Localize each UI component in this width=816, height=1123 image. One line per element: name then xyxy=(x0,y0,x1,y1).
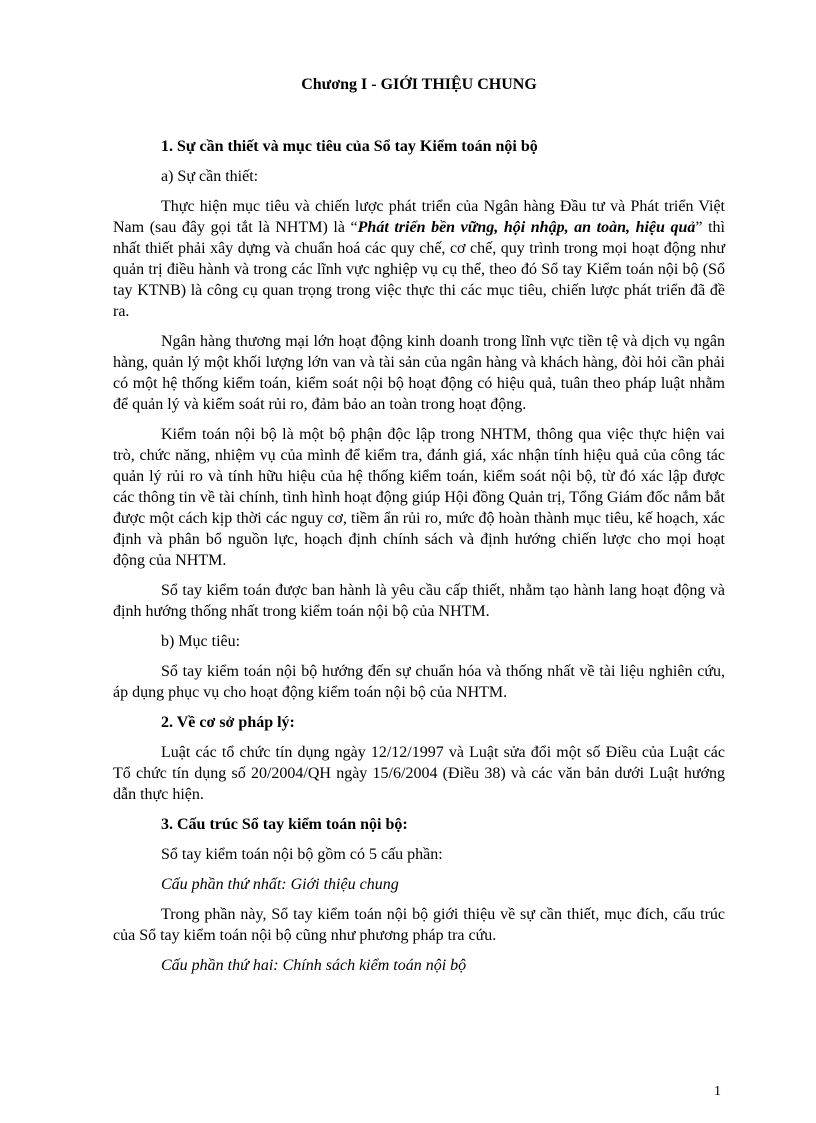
paragraph-1-emphasis: Phát triển bền vững, hội nhập, an toàn, hiệu quả xyxy=(357,219,696,236)
paragraph-1-before: Thực hiện mục tiêu và chiến lược phát triển của Ngân hàng Đầu tư và Phát triển Việt Nam (sau đây gọi tắt là NHTM) là “ xyxy=(113,198,725,236)
section-1-heading: 1. Sự cần thiết và mục tiêu của Sổ tay Kiểm toán nội bộ xyxy=(161,138,538,155)
paragraph-3: Kiểm toán nội bộ là một bộ phận độc lập trong NHTM, thông qua việc thực hiện vai trò, chức năng, nhiệm vụ của mình để kiểm tra, đánh giá, xác nhận tính hiệu quả của công tác quản lý rủi ro và tính hữu hiệu của hệ thống kiểm toán, kiểm soát nội bộ, từ đó xác lập được các thông tin về tài chính, tình hình hoạt động giúp Hội đồng Quản trị, Tổng Giám đốc nắm bắt được một cách kịp thời các nguy cơ, tiềm ẩn rủi ro, mức độ hoàn thành mục tiêu, kế hoạch, xác định và phân bổ nguồn lực, hoạch định chính sách và định hướng chiến lược cho mọi hoạt động của NHTM. xyxy=(113,426,725,569)
page-number: 1 xyxy=(714,1084,721,1099)
paragraph-7: Sổ tay kiểm toán nội bộ gồm có 5 cấu phần: xyxy=(161,846,443,863)
part-2-title: Cấu phần thứ hai: Chính sách kiểm toán nội bộ xyxy=(161,957,467,974)
paragraph-2: Ngân hàng thương mại lớn hoạt động kinh doanh trong lĩnh vực tiền tệ và dịch vụ ngân hàng, quản lý một khối lượng lớn van và tài sản của ngân hàng và khách hàng, đòi hỏi cần phải có một hệ thống kiểm toán, kiểm soát nội bộ hoạt động có hiệu quả, tuân theo pháp luật nhằm để quản lý và kiểm soát rủi ro, đảm bảo an toàn trong hoạt động. xyxy=(113,333,725,413)
paragraph-6: Luật các tổ chức tín dụng ngày 12/12/1997 và Luật sửa đổi một số Điều của Luật các Tổ chức tín dụng số 20/2004/QH ngày 15/6/2004 (Điều 38) và các văn bản dưới Luật hướng dẫn thực hiện. xyxy=(113,744,725,803)
paragraph-8: Trong phần này, Sổ tay kiểm toán nội bộ giới thiệu về sự cần thiết, mục đích, cấu trúc của Sổ tay kiểm toán nội bộ cũng như phương pháp tra cứu. xyxy=(113,906,725,944)
part-1-title: Cấu phần thứ nhất: Giới thiệu chung xyxy=(161,876,399,893)
chapter-title: Chương I - GIỚI THIỆU CHUNG xyxy=(301,76,537,93)
paragraph-4: Sổ tay kiểm toán được ban hành là yêu cầu cấp thiết, nhằm tạo hành lang hoạt động và định hướng thống nhất trong kiểm toán nội bộ của NHTM. xyxy=(113,582,725,620)
document-body xyxy=(113,136,725,985)
paragraph-1 xyxy=(113,196,725,322)
paragraph-1-after: ” thì nhất thiết phải xây dựng và chuẩn hoá các quy chế, cơ chế, quy trình trong mọi hoạt động như quản trị điều hành và trong các lĩnh vực nghiệp vụ cụ thể, theo đó Sổ tay Kiểm toán nội bộ (Sổ tay KTNB) là công cụ quan trọng trong việc thực thi các mục tiêu, chiến lược phát triển đã đề ra. xyxy=(113,219,725,320)
paragraph-5: Sổ tay kiểm toán nội bộ hướng đến sự chuẩn hóa và thống nhất về tài liệu nghiên cứu, áp dụng phục vụ cho hoạt động kiểm toán nội bộ của NHTM. xyxy=(113,663,725,701)
section-2-heading: 2. Về cơ sở pháp lý: xyxy=(161,714,295,731)
section-1a-label: a) Sự cần thiết: xyxy=(161,168,259,185)
section-1b-label: b) Mục tiêu: xyxy=(161,633,241,650)
section-3-heading: 3. Cấu trúc Sổ tay kiểm toán nội bộ: xyxy=(161,816,408,833)
